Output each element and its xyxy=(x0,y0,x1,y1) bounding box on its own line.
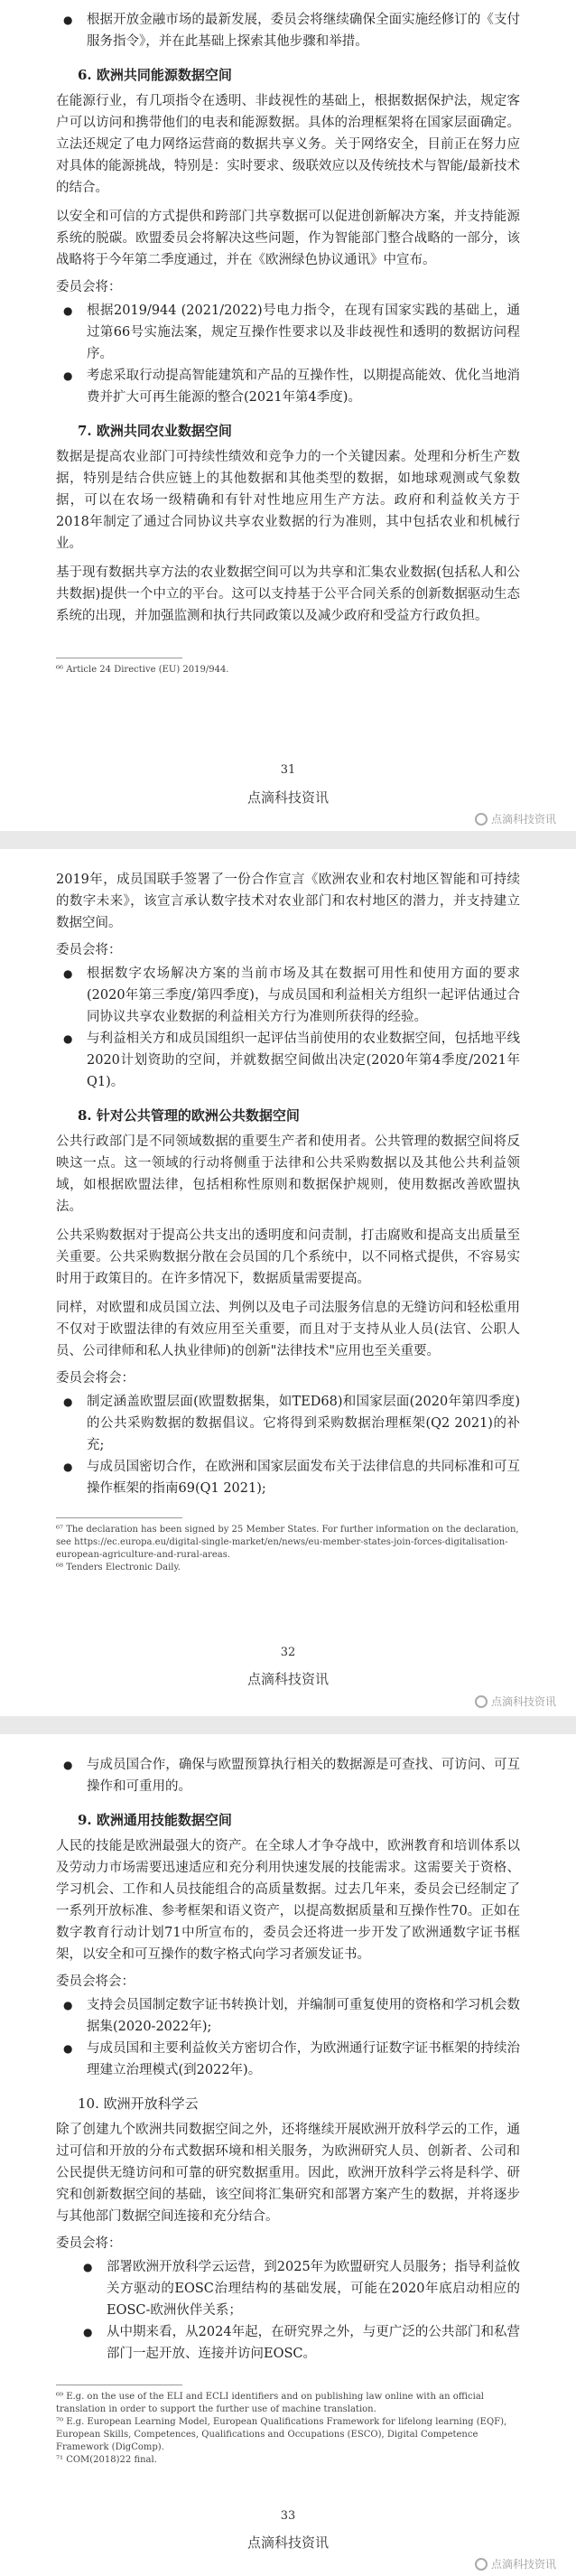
list-item: ● 制定涵盖欧盟层面(欧盟数据集，如TED68)和国家层面(2020年第四季度)的公共采购数据的数据倡议。它将得到采购数据治理框架(Q2 2021)的补充; xyxy=(56,1391,520,1456)
bullet-list xyxy=(56,963,520,1093)
label: 委员会将会： xyxy=(56,1371,135,1386)
section-heading: 8. 针对公共管理的欧洲公共数据空间 xyxy=(78,1107,300,1124)
list-item: ● 与成员国密切合作，在欧洲和国家层面发布关于法律信息的共同标准和可互操作框架的指南69(Q1 2021); xyxy=(56,1456,520,1499)
bullet-list xyxy=(56,300,520,408)
page-31 xyxy=(0,0,576,831)
watermark: 点滴科技资讯 xyxy=(475,811,556,826)
paragraph: 数据是提高农业部门可持续性绩效和竞争力的一个关键因素。处理和分析生产数据，特别是结合供应链上的其他数据和其他类型的数据，如地球观测或气象数据，可以在农场一级精确和有针对性地应用生产方法。政府和利益攸关方于2018年制定了通过合同协议共享农业数据的行为准则，其中包括农业和机械行业。 xyxy=(56,450,520,551)
bullet-list xyxy=(56,1754,520,1797)
list-item: ● 根据开放金融市场的最新发展，委员会将继续确保全面实施经修订的《支付服务指令》，并在此基础上探索其他步骤和举措。 xyxy=(56,9,520,52)
bullet-list xyxy=(56,1994,520,2081)
paragraph: 2019年，成员国联手签署了一份合作宣言《欧洲农业和农村地区智能和可持续的数字未来》，该宣言承认数字技术对农业部门和农村地区的潜力，并支持建立数据空间。 xyxy=(56,873,520,930)
list-item: ● 部署欧洲开放科学云运营，到2025年为欧盟研究人员服务；指导利益攸关方驱动的EOSC治理结构的基础发展，可能在2020年底启动相应的EOSC-欧洲伙伴关系； xyxy=(76,2256,520,2321)
list-item: ● 从中期来看，从2024年起，在研究界之外，与更广泛的公共部门和私营部门一起开放、连接并访问EOSC。 xyxy=(76,2321,520,2365)
list-item: ● 与利益相关方和成员国组织一起评估当前使用的农业数据空间，包括地平线2020计划资助的空间，并就数据空间做出决定(2020年第4季度/2021年Q1)。 xyxy=(56,1028,520,1093)
page-footer: 点滴科技资讯 xyxy=(246,2534,329,2551)
list-item: ● 考虑采取行动提高智能建筑和产品的互操作性，以期提高能效、优化当地消费并扩大可再生能源的整合(2021年第4季度)。 xyxy=(56,365,520,408)
paragraph: 以安全和可信的方式提供和跨部门共享数据可以促进创新解决方案，并支持能源系统的脱碳。欧盟委员会将解决这些问题，作为智能部门整合战略的一部分，该战略将于今年第二季度通过，并在《欧洲绿色协议通讯》中宣布。 xyxy=(56,210,520,267)
footnote: ⁷⁰ E.g. European Learning Model, European Qualifications Framework for lifelong learning (EQF), European Skills, Competences, Qualifications and Occupations (ESCO), Digital Competence Framework (DigComp). xyxy=(56,2417,507,2452)
paragraph: 人民的技能是欧洲最强大的资产。在全球人才争夺战中，欧洲教育和培训体系以及劳动力市场需要迅速适应和充分利用快速发展的技能需求。这需要关于资格、学习机会、工作和人员技能组合的高质量数据。过去几年来，委员会已经制定了一系列开放标准、参考框架和语义资产，以提高数据质量和互操作性70。正如在数字教育行动计划71中所宣布的，委员会还将进一步开发了欧洲通数字证书框架，以安全和可互操作的数字格式向学习者颁发证书。 xyxy=(56,1839,520,1962)
section-heading: 7. 欧洲共同农业数据空间 xyxy=(78,423,232,439)
page-footer: 点滴科技资讯 xyxy=(246,789,329,806)
wechat-icon xyxy=(475,813,488,826)
wechat-icon xyxy=(475,2558,488,2571)
watermark: 点滴科技资讯 xyxy=(475,2556,556,2571)
bullet-list xyxy=(56,2256,520,2365)
list-item: ● 与成员国合作，确保与欧盟预算执行相关的数据源是可查找、可访问、可互操作和可重用的。 xyxy=(56,1754,520,1797)
label: 委员会将： xyxy=(56,280,122,294)
paragraph: 在能源行业，有几项指令在透明、非歧视性的基础上，根据数据保护法，规定客户可以访问和携带他们的电表和能源数据。具体的治理框架将在国家层面确定。立法还规定了电力网络运营商的数据共享义务。关于网络安全，目前正在努力应对具体的能源挑战，特别是：实时要求、级联效应以及传统技术与智能/最新技术的结合。 xyxy=(56,94,520,195)
label: 委员会将： xyxy=(56,943,122,957)
list-item: ● 根据数字农场解决方案的当前市场及其在数据可用性和使用方面的要求(2020年第三季度/第四季度)，与成员国和利益相关方组织一起评估通过合同协议共享农业数据的利益相关方行为准则所获得的经验。 xyxy=(56,963,520,1028)
page-footer: 点滴科技资讯 xyxy=(246,1671,329,1687)
label: 委员会将会： xyxy=(56,1974,135,1989)
page-33 xyxy=(0,1734,576,2576)
footnote: ⁶⁸ Tenders Electronic Daily. xyxy=(56,1563,181,1573)
watermark: 点滴科技资讯 xyxy=(475,1694,556,1709)
section-heading: 6. 欧洲共同能源数据空间 xyxy=(78,67,232,83)
paragraph: 公共行政部门是不同领域数据的重要生产者和使用者。公共管理的数据空间将反映这一点。这一领域的行动将侧重于法律和公共采购数据以及其他公共利益领域，如根据欧盟法律，包括相称性原则和数据保护规则，使用数据改善欧盟执法。 xyxy=(56,1134,520,1214)
footnote: ⁶⁹ E.g. on the use of the ELI and ECLI identifiers and on publishing law online with an official translation in order to support the further use of machine translation. xyxy=(56,2392,484,2414)
paragraph: 公共采购数据对于提高公共支出的透明度和问责制，打击腐败和提高支出质量至关重要。公共采购数据分散在会员国的几个系统中，以不同格式提供，不容易实时用于政策目的。在许多情况下，数据质量需要提高。 xyxy=(56,1228,520,1286)
wechat-icon xyxy=(475,1695,488,1708)
list-item: ● 支持会员国制定数字证书转换计划，并编制可重复使用的资格和学习机会数据集(2020-2022年); xyxy=(56,1994,520,2038)
paragraph: 基于现有数据共享方法的农业数据空间可以为共享和汇集农业数据(包括私人和公共数据)提供一个中立的平台。这可以支持基于公平合同关系的创新数据驱动生态系统的出现，并加强监测和执行共同政策以及减少政府和受益方行政负担。 xyxy=(56,565,520,623)
page-number: 33 xyxy=(280,2509,296,2523)
footnote: ⁷¹ COM(2018)22 final. xyxy=(56,2455,157,2465)
page-number: 31 xyxy=(280,763,296,777)
page-32 xyxy=(0,849,576,1716)
footnote-divider xyxy=(56,1517,182,1518)
paragraph: 同样，对欧盟和成员国立法、判例以及电子司法服务信息的无缝访问和轻松重用不仅对于欧盟法律的有效应用至关重要，而且对于支持从业人员(法官、公职人员、公司律师和私人执业律师)的创新"法律技术"应用也至关重要。 xyxy=(56,1301,520,1358)
list-item: ● 与成员国和主要利益攸关方密切合作，为欧洲通行证数字证书框架的持续治理建立治理模式(到2022年)。 xyxy=(56,2038,520,2081)
section-heading: 9. 欧洲通用技能数据空间 xyxy=(78,1812,232,1828)
bullet-list xyxy=(56,9,520,52)
footnote: ⁶⁷ The declaration has been signed by 25 Member States. For further information on the declaration, see https://ec.europa.eu/digital-single-market/en/news/eu-member-states-join-forces-digitalisation-european-agriculture-and-rural-areas. xyxy=(56,1525,519,1560)
section-heading: 10. 欧洲开放科学云 xyxy=(78,2095,199,2112)
paragraph: 除了创建九个欧洲共同数据空间之外，还将继续开展欧洲开放科学云的工作，通过可信和开放的分布式数据环境和相关服务，为欧洲研究人员、创新者、公司和公民提供无缝访问和可靠的研究数据重用。因此，欧洲开放科学云将是科学、研究和创新数据空间的基础，该空间将汇集研究和部署方案产生的数据，并将逐步与其他部门数据空间连接和充分结合。 xyxy=(56,2123,520,2224)
footnote: ⁶⁶ Article 24 Directive (EU) 2019/944. xyxy=(56,665,229,675)
label: 委员会将： xyxy=(56,2236,122,2251)
page-number: 32 xyxy=(280,1646,296,1659)
bullet-list xyxy=(56,1391,520,1499)
list-item: ● 根据2019/944 (2021/2022)号电力指令，在现有国家实践的基础上，通过第66号实施法案，规定互操作性要求以及非歧视性和透明的数据访问程序。 xyxy=(56,300,520,365)
